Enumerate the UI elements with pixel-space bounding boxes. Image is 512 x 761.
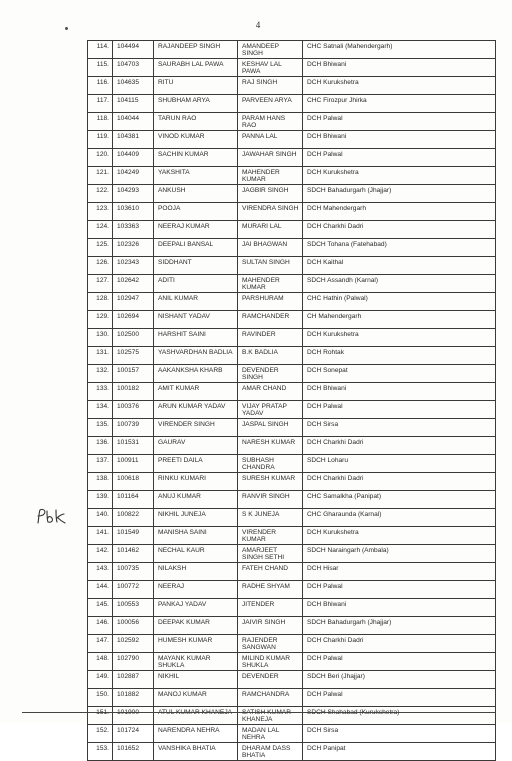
posting-place-cell: DCH Bhiwani [303,131,496,149]
father-name-cell: VIJAY PRATAP YADAV [238,401,303,419]
handwritten-initials [34,506,68,528]
serial-number-cell: 118. [88,113,113,131]
roll-number-cell: 104381 [113,131,154,149]
candidate-name-cell: ATUL KUMAR KHANEJA [154,707,238,725]
posting-place-cell: DCH Sonepat [303,365,496,383]
roll-number-cell: 101724 [113,725,154,743]
father-name-cell: PARVEEN ARYA [238,95,303,113]
table-row [88,743,496,761]
roll-number-cell: 100772 [113,581,154,599]
father-name-cell: SATISH KUMAR KHANEJA [238,707,303,725]
serial-number-cell: 151. [88,707,113,725]
roll-number-cell: 100911 [113,455,154,473]
serial-number-cell: 123. [88,203,113,221]
father-name-cell: PARSHURAM [238,293,303,311]
serial-number-cell: 128. [88,293,113,311]
serial-number-cell: 127. [88,275,113,293]
father-name-cell: AMARJEET SINGH SETHI [238,545,303,563]
serial-number-cell: 153. [88,743,113,761]
father-name-cell: MURARI LAL [238,221,303,239]
serial-number-cell: 150. [88,689,113,707]
table-row [88,671,496,689]
margin-mark [65,27,68,30]
father-name-cell: DEVENDER SINGH [238,365,303,383]
table-row [88,419,496,437]
father-name-cell: JAGBIR SINGH [238,185,303,203]
candidate-name-cell: ANUJ KUMAR [154,491,238,509]
candidate-name-cell: DEEPALI BANSAL [154,239,238,257]
candidate-name-cell: HARSHIT SAINI [154,329,238,347]
father-name-cell: PANNA LAL [238,131,303,149]
posting-place-cell: SDCH Naraingarh (Ambala) [303,545,496,563]
table-row [88,383,496,401]
father-name-cell: RAMCHANDRA [238,689,303,707]
roll-number-cell: 104044 [113,113,154,131]
table-row [88,293,496,311]
table-row [88,41,496,59]
serial-number-cell: 145. [88,599,113,617]
roll-number-cell: 101900 [113,707,154,725]
posting-table [87,40,496,761]
roll-number-cell: 101164 [113,491,154,509]
posting-place-cell: CHC Satnali (Mahendergarh) [303,41,496,59]
table-row [88,491,496,509]
table-row [88,473,496,491]
father-name-cell: B.K BADLIA [238,347,303,365]
posting-place-cell: DCH Kurukshetra [303,329,496,347]
serial-number-cell: 114. [88,41,113,59]
posting-place-cell: DCH Palwal [303,653,496,671]
father-name-cell: MILIND KUMAR SHUKLA [238,653,303,671]
candidate-name-cell: NISHANT YADAV [154,311,238,329]
serial-number-cell: 122. [88,185,113,203]
candidate-name-cell: SAURABH LAL PAWA [154,59,238,77]
roll-number-cell: 102343 [113,257,154,275]
father-name-cell: SUBHASH CHANDRA [238,455,303,473]
candidate-name-cell: YASHVARDHAN BADLIA [154,347,238,365]
posting-place-cell: DCH Sirsa [303,725,496,743]
table-row [88,401,496,419]
father-name-cell: NARESH KUMAR [238,437,303,455]
serial-number-cell: 120. [88,149,113,167]
serial-number-cell: 135. [88,419,113,437]
table-row [88,707,496,725]
father-name-cell: MADAN LAL NEHRA [238,725,303,743]
father-name-cell: AMANDEEP SINGH [238,41,303,59]
posting-place-cell: SDCH Assandh (Karnal) [303,275,496,293]
table-row [88,455,496,473]
serial-number-cell: 139. [88,491,113,509]
father-name-cell: KESHAV LAL PAWA [238,59,303,77]
roll-number-cell: 104115 [113,95,154,113]
page-number: 4 [255,20,261,30]
father-name-cell: RAJENDER SANGWAN [238,635,303,653]
table-row [88,347,496,365]
serial-number-cell: 131. [88,347,113,365]
serial-number-cell: 147. [88,635,113,653]
posting-place-cell: DCH Palwal [303,113,496,131]
candidate-name-cell: VINOD KUMAR [154,131,238,149]
table-row [88,59,496,77]
table-row [88,131,496,149]
serial-number-cell: 130. [88,329,113,347]
serial-number-cell: 134. [88,401,113,419]
serial-number-cell: 146. [88,617,113,635]
candidate-name-cell: MANISHA SAINI [154,527,238,545]
father-name-cell: RAJ SINGH [238,77,303,95]
roll-number-cell: 101652 [113,743,154,761]
serial-number-cell: 143. [88,563,113,581]
father-name-cell: RADHE SHYAM [238,581,303,599]
father-name-cell: JAIVIR SINGH [238,617,303,635]
posting-place-cell: DCH Charkhi Dadri [303,635,496,653]
candidate-name-cell: MANOJ KUMAR [154,689,238,707]
serial-number-cell: 142. [88,545,113,563]
candidate-name-cell: HUMESH KUMAR [154,635,238,653]
table-row [88,167,496,185]
candidate-name-cell: AAKANKSHA KHARB [154,365,238,383]
posting-place-cell: SDCH Loharu [303,455,496,473]
posting-table-body [88,41,496,761]
roll-number-cell: 102947 [113,293,154,311]
table-row [88,635,496,653]
posting-place-cell: SDCH Bahadurgarh (Jhajjar) [303,617,496,635]
candidate-name-cell: NECHAL KAUR [154,545,238,563]
candidate-name-cell: NILAKSH [154,563,238,581]
serial-number-cell: 126. [88,257,113,275]
posting-place-cell: SDCH Tohana (Fatehabad) [303,239,496,257]
posting-place-cell: DCH Kurukshetra [303,77,496,95]
roll-number-cell: 101531 [113,437,154,455]
serial-number-cell: 124. [88,221,113,239]
serial-number-cell: 121. [88,167,113,185]
candidate-name-cell: AMIT KUMAR [154,383,238,401]
candidate-name-cell: NEERAJ [154,581,238,599]
roll-number-cell: 104293 [113,185,154,203]
candidate-name-cell: SHUBHAM ARYA [154,95,238,113]
roll-number-cell: 100157 [113,365,154,383]
father-name-cell: MAHENDER KUMAR [238,167,303,185]
posting-place-cell: CHC Firozpur Jhirka [303,95,496,113]
posting-place-cell: DCH Bhiwani [303,59,496,77]
table-row [88,275,496,293]
posting-place-cell: DCH Rohtak [303,347,496,365]
father-name-cell: S K JUNEJA [238,509,303,527]
father-name-cell: PARAM HANS RAO [238,113,303,131]
roll-number-cell: 102887 [113,671,154,689]
serial-number-cell: 129. [88,311,113,329]
serial-number-cell: 133. [88,383,113,401]
table-row [88,509,496,527]
roll-number-cell: 102326 [113,239,154,257]
table-row [88,311,496,329]
posting-place-cell: DCH Hisar [303,563,496,581]
candidate-name-cell: VIRENDER SINGH [154,419,238,437]
table-row [88,257,496,275]
serial-number-cell: 152. [88,725,113,743]
candidate-name-cell: ANKUSH [154,185,238,203]
roll-number-cell: 100822 [113,509,154,527]
table-row [88,95,496,113]
serial-number-cell: 136. [88,437,113,455]
candidate-name-cell: POOJA [154,203,238,221]
serial-number-cell: 119. [88,131,113,149]
candidate-name-cell: ARUN KUMAR YADAV [154,401,238,419]
posting-place-cell: SDCH Beri (Jhajjar) [303,671,496,689]
serial-number-cell: 141. [88,527,113,545]
posting-place-cell: DCH Panipat [303,743,496,761]
roll-number-cell: 104703 [113,59,154,77]
table-row [88,581,496,599]
table-row [88,653,496,671]
candidate-name-cell: TARUN RAO [154,113,238,131]
serial-number-cell: 117. [88,95,113,113]
serial-number-cell: 149. [88,671,113,689]
father-name-cell: MAHENDER KUMAR [238,275,303,293]
candidate-name-cell: NARENDRA NEHRA [154,725,238,743]
table-row [88,563,496,581]
serial-number-cell: 116. [88,77,113,95]
roll-number-cell: 100182 [113,383,154,401]
candidate-name-cell: NIKHIL JUNEJA [154,509,238,527]
roll-number-cell: 102575 [113,347,154,365]
roll-number-cell: 100618 [113,473,154,491]
posting-place-cell: CH Mahendergarh [303,311,496,329]
posting-place-cell: DCH Palwal [303,689,496,707]
candidate-name-cell: SIDDHANT [154,257,238,275]
serial-number-cell: 138. [88,473,113,491]
table-row [88,725,496,743]
posting-place-cell: DCH Sirsa [303,419,496,437]
roll-number-cell: 104494 [113,41,154,59]
table-row [88,221,496,239]
father-name-cell: FATEH CHAND [238,563,303,581]
posting-place-cell: DCH Bhiwani [303,383,496,401]
posting-place-cell: DCH Kaithal [303,257,496,275]
serial-number-cell: 132. [88,365,113,383]
posting-place-cell: DCH Charkhi Dadri [303,221,496,239]
roll-number-cell: 100553 [113,599,154,617]
candidate-name-cell: GAURAV [154,437,238,455]
candidate-name-cell: PREETI DAILA [154,455,238,473]
candidate-name-cell: VANSHIKA BHATIA [154,743,238,761]
roll-number-cell: 102642 [113,275,154,293]
posting-place-cell: SDCH Shahabad (Kurukshetra) [303,707,496,725]
roll-number-cell: 100739 [113,419,154,437]
table-row [88,203,496,221]
serial-number-cell: 144. [88,581,113,599]
candidate-name-cell: ANIL KUMAR [154,293,238,311]
father-name-cell: RANVIR SINGH [238,491,303,509]
serial-number-cell: 140. [88,509,113,527]
candidate-name-cell: SACHIN KUMAR [154,149,238,167]
posting-place-cell: CHC Gharaunda (Karnal) [303,509,496,527]
father-name-cell: RAMCHANDER [238,311,303,329]
posting-place-cell: DCH Kurukshetra [303,167,496,185]
roll-number-cell: 102790 [113,653,154,671]
candidate-name-cell: YAKSHITA [154,167,238,185]
roll-number-cell: 101882 [113,689,154,707]
father-name-cell: AMAR CHAND [238,383,303,401]
father-name-cell: JAWAHAR SINGH [238,149,303,167]
candidate-name-cell: NIKHIL [154,671,238,689]
table-row [88,239,496,257]
candidate-name-cell: DEEPAK KUMAR [154,617,238,635]
roll-number-cell: 104635 [113,77,154,95]
roll-number-cell: 100735 [113,563,154,581]
roll-number-cell: 101549 [113,527,154,545]
table-row [88,77,496,95]
posting-place-cell: CHC Samalkha (Panipat) [303,491,496,509]
father-name-cell: JAI BHAGWAN [238,239,303,257]
roll-number-cell: 101462 [113,545,154,563]
candidate-name-cell: RITU [154,77,238,95]
roll-number-cell: 102500 [113,329,154,347]
posting-place-cell: DCH Kurukshetra [303,527,496,545]
father-name-cell: VIRENDRA SINGH [238,203,303,221]
roll-number-cell: 103610 [113,203,154,221]
table-row [88,599,496,617]
roll-number-cell: 100376 [113,401,154,419]
serial-number-cell: 115. [88,59,113,77]
roll-number-cell: 102592 [113,635,154,653]
roll-number-cell: 100056 [113,617,154,635]
father-name-cell: SULTAN SINGH [238,257,303,275]
candidate-name-cell: RINKU KUMARI [154,473,238,491]
table-row [88,185,496,203]
posting-place-cell: DCH Bhiwani [303,599,496,617]
posting-place-cell: DCH Mahendergarh [303,203,496,221]
candidate-name-cell: MAYANK KUMAR SHUKLA [154,653,238,671]
table-row [88,113,496,131]
table-row [88,545,496,563]
roll-number-cell: 102694 [113,311,154,329]
candidate-name-cell: NEERAJ KUMAR [154,221,238,239]
candidate-name-cell: PANKAJ YADAV [154,599,238,617]
roll-number-cell: 104409 [113,149,154,167]
bottom-rule [22,712,496,713]
table-row [88,617,496,635]
father-name-cell: RAVINDER [238,329,303,347]
candidate-name-cell: ADITI [154,275,238,293]
posting-place-cell: DCH Palwal [303,401,496,419]
serial-number-cell: 137. [88,455,113,473]
roll-number-cell: 103363 [113,221,154,239]
table-row [88,437,496,455]
posting-place-cell: DCH Palwal [303,581,496,599]
posting-place-cell: CHC Hathin (Palwal) [303,293,496,311]
serial-number-cell: 148. [88,653,113,671]
serial-number-cell: 125. [88,239,113,257]
table-row [88,149,496,167]
father-name-cell: DEVENDER [238,671,303,689]
table-row [88,527,496,545]
father-name-cell: VIRENDER KUMAR [238,527,303,545]
candidate-name-cell: RAJANDEEP SINGH [154,41,238,59]
posting-place-cell: DCH Charkhi Dadri [303,473,496,491]
father-name-cell: SURESH KUMAR [238,473,303,491]
posting-place-cell: SDCH Bahadurgarh (Jhajjar) [303,185,496,203]
father-name-cell: JASPAL SINGH [238,419,303,437]
posting-place-cell: DCH Charkhi Dadri [303,437,496,455]
table-row [88,689,496,707]
table-row [88,329,496,347]
roll-number-cell: 104249 [113,167,154,185]
table-row [88,365,496,383]
posting-place-cell: DCH Palwal [303,149,496,167]
father-name-cell: JITENDER [238,599,303,617]
father-name-cell: DHARAM DASS BHATIA [238,743,303,761]
